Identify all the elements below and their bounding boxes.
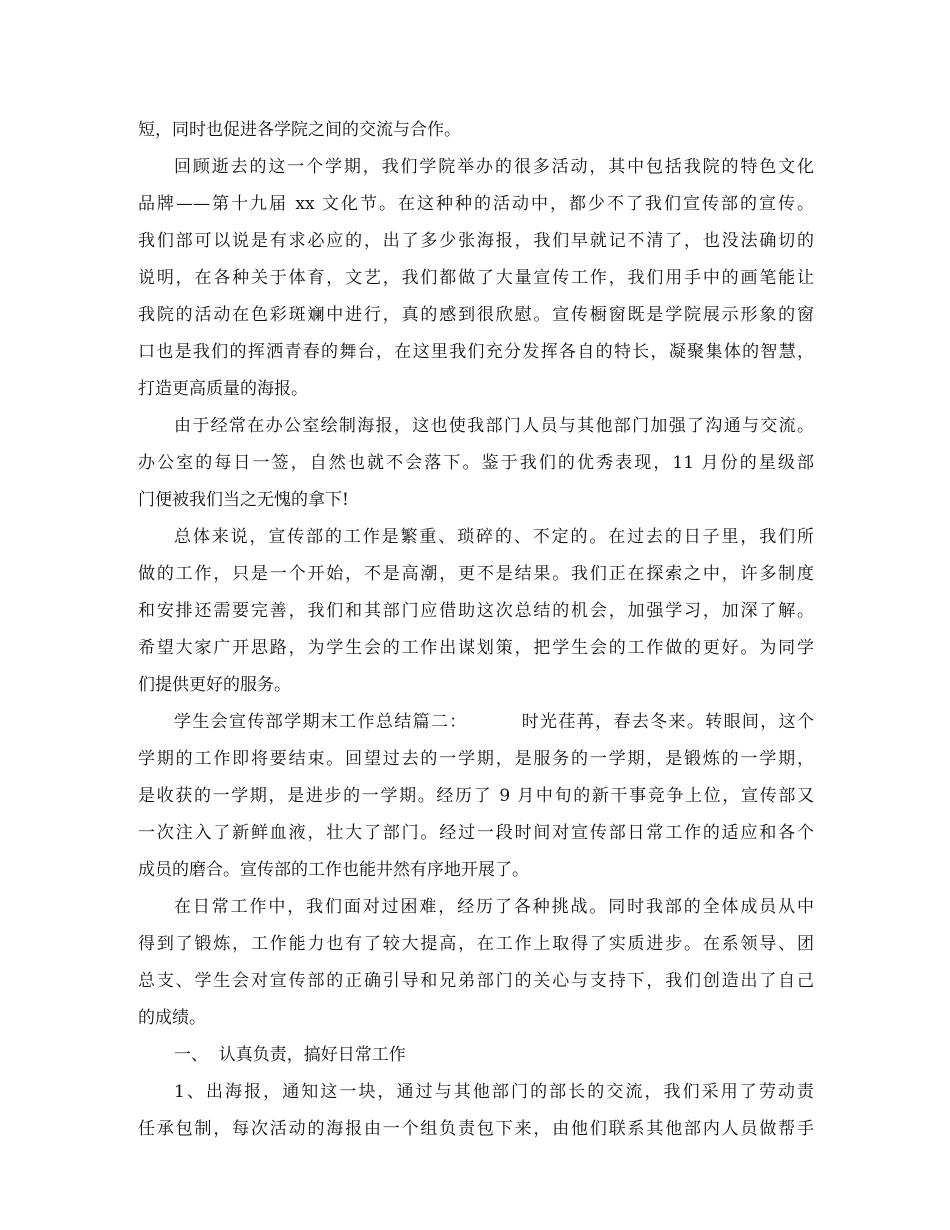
- document-body: [138, 112, 814, 1148]
- text-line: 做的工作，只是一个开始，不是高潮，更不是结果。我们正在探索之中，许多制度: [138, 564, 814, 584]
- text-line: 的成绩。: [138, 1008, 206, 1028]
- text-line: 说明，在各种关于体育，文艺，我们都做了大量宣传工作，我们用手中的画笔能让: [138, 268, 814, 288]
- text-line: 希望大家广开思路，为学生会的工作出谋划策，把学生会的工作做的更好。为同学: [138, 638, 814, 658]
- text-line: 一次注入了新鲜血液，壮大了部门。经过一段时间对宣传部日常工作的适应和各个: [138, 823, 814, 843]
- text-line: 门便被我们当之无愧的拿下!: [138, 490, 349, 510]
- text-line: 们提供更好的服务。: [138, 675, 291, 695]
- text-line: 打造更高质量的海报。: [138, 379, 308, 399]
- text-line: 短，同时也促进各学院之间的交流与合作。: [138, 120, 461, 140]
- list-heading: 一、 认真负责，搞好日常工作: [174, 1045, 406, 1065]
- text-line: 品牌——第十九届 xx 文化节。在这种种的活动中，都少不了我们宣传部的宣传。: [138, 194, 814, 214]
- paragraph-start-line: 总体来说，宣传部的工作是繁重、琐碎的、不定的。在过去的日子里，我们所: [174, 527, 814, 547]
- text-line: 我院的活动在色彩斑斓中进行，真的感到很欣慰。宣传橱窗既是学院展示形象的窗: [138, 305, 814, 325]
- paragraph-start-line: 回顾逝去的这一个学期，我们学院举办的很多活动，其中包括我院的特色文化: [174, 157, 814, 177]
- text-line: 我们部可以说是有求必应的，出了多少张海报，我们早就记不清了，也没法确切的: [138, 231, 814, 251]
- text-line: 任承包制，每次活动的海报由一个组负责包下来，由他们联系其他部内人员做帮手: [138, 1119, 814, 1139]
- text-line: 办公室的每日一签，自然也就不会落下。鉴于我们的优秀表现，11 月份的星级部: [138, 453, 814, 473]
- text-line: 和安排还需要完善，我们和其部门应借助这次总结的机会，加强学习，加深了解。: [138, 601, 814, 621]
- text-line: 口也是我们的挥洒青春的舞台，在这里我们充分发挥各自的特长，凝聚集体的智慧，: [138, 342, 814, 362]
- text-line: 学期的工作即将要结束。回望过去的一学期，是服务的一学期，是锻炼的一学期，: [138, 749, 814, 769]
- paragraph-start-line: 1、出海报，通知这一块，通过与其他部门的部长的交流，我们采用了劳动责: [174, 1082, 814, 1102]
- text-line: 成员的磨合。宣传部的工作也能井然有序地开展了。: [138, 860, 529, 880]
- text-line: 总支、学生会对宣传部的正确引导和兄弟部门的关心与支持下，我们创造出了自己: [138, 971, 814, 991]
- paragraph-start-line: 在日常工作中，我们面对过困难，经历了各种挑战。同时我部的全体成员从中: [174, 897, 814, 917]
- paragraph-start-line: 由于经常在办公室绘制海报，这也使我部门人员与其他部门加强了沟通与交流。: [174, 416, 814, 436]
- section-heading-line: 学生会宣传部学期末工作总结篇二： 时光荏苒，春去冬来。转眼间，这个: [174, 712, 814, 732]
- text-line: 得到了锻炼，工作能力也有了较大提高，在工作上取得了实质进步。在系领导、团: [138, 934, 814, 954]
- text-line: 是收获的一学期，是进步的一学期。经历了 9 月中旬的新干事竞争上位，宣传部又: [138, 786, 814, 806]
